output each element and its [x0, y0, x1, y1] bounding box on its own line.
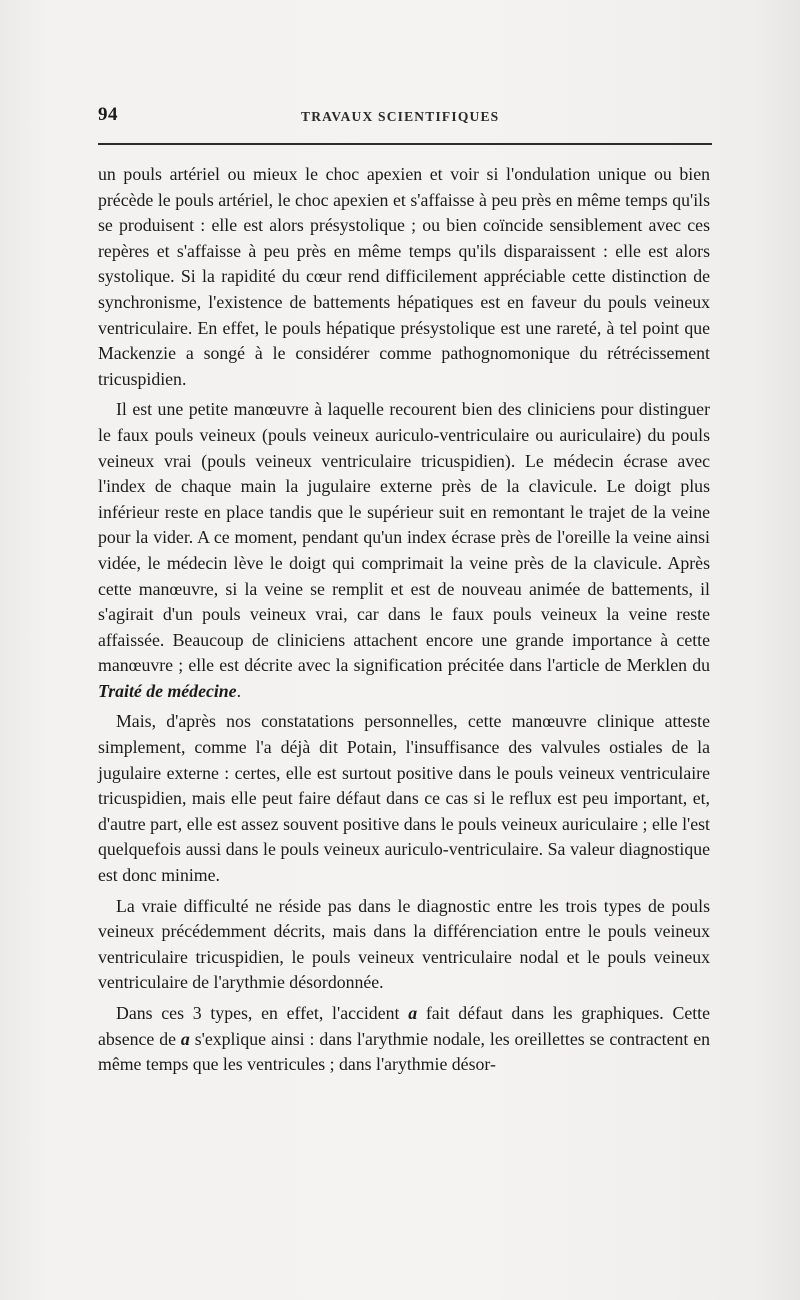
paragraph-5-text-c: s'explique ainsi : dans l'arythmie nodale, les oreillettes se contractent en même temps que les ventricules ; dans l'arythmie désor- — [98, 1028, 710, 1075]
paragraph-2-text: Il est une petite manœuvre à laquelle recourent bien des cliniciens pour distinguer le faux pouls veineux (pouls veineux auriculo-ventriculaire ou auriculaire) du pouls veineux vrai (pouls veineux ventriculaire tricuspidien). Le médecin écrase avec l'index de chaque main la jugulaire externe près de la clavicule. Le doigt plus inférieur reste en place tandis que le supérieur suit en remontant le trajet de la veine pour la vider. A ce moment, pendant qu'un index écrase près de l'oreille la veine ainsi vidée, le médecin lève le doigt qui comprimait la veine près de la clavicule. Après cette manœuvre, si la veine se remplit et est de nouveau animée de battements, il s'agirait d'un pouls veineux vrai, car dans le faux pouls veineux la veine reste affaissée. Beaucoup de cliniciens attachent encore une grande importance à cette manœuvre ; elle est décrite avec la signification précitée dans l'article de Merklen du — [98, 399, 710, 676]
paragraph-5-text-a: Dans ces 3 types, en effet, l'accident — [116, 1003, 400, 1023]
running-title: TRAVAUX SCIENTIFIQUES — [301, 109, 500, 124]
paragraph-2 — [98, 397, 710, 704]
header-rule — [98, 143, 712, 145]
paragraph-3: Mais, d'après nos constatations personnelles, cette manœuvre clinique atteste simplement, comme l'a déjà dit Potain, l'insuffisance des valvules ostiales de la jugulaire externe : certes, elle est surtout positive dans le pouls veineux ventriculaire tricuspidien, mais elle peut faire défaut dans ce cas si le reflux est peu important, et, d'autre part, elle est assez souvent positive dans le pouls veineux auriculaire ; elle l'est quelquefois aussi dans le pouls veineux auriculo-ventriculaire. Sa valeur diagnostique est donc minime. — [98, 711, 710, 886]
wave-a-symbol: a — [180, 1028, 190, 1049]
body-text — [98, 162, 710, 1083]
paragraph-5 — [98, 1001, 710, 1078]
page-header — [98, 104, 710, 130]
paragraph-1: un pouls artériel ou mieux le choc apexien et voir si l'ondulation unique ou bien précède le pouls artériel, le choc apexien et s'affaisse à peu près en même temps qu'ils se produisent : elle est alors présystolique ; ou bien coïncide sensiblement avec ces repères et s'affaisse à peu près en même temps qu'ils disparaissent : elle est alors systolique. Si la rapidité du cœur rend difficilement appréciable cette distinction de synchronisme, l'existence de battements hépatiques est en faveur du pouls veineux ventriculaire. En effet, le pouls hépatique présystolique est une rareté, à tel point que Mackenzie a songé à le considérer comme pathognomonique du rétrécissement tricuspidien. — [98, 164, 710, 389]
paragraph-2-end: . — [236, 680, 242, 701]
paragraph-5-text-b: fait défaut dans les graphiques. Cette absence de — [98, 1003, 711, 1049]
page-number: 94 — [98, 104, 118, 125]
book-title-italic: Traité de médecine — [98, 680, 237, 701]
paragraph-4: La vraie difficulté ne réside pas dans le diagnostic entre les trois types de pouls veineux précédemment décrits, mais dans la différenciation entre le pouls veineux ventriculaire tricuspidien, le pouls veineux ventriculaire nodal et le pouls veineux ventriculaire de l'arythmie désordonnée. — [98, 895, 710, 993]
wave-a-symbol: a — [408, 1003, 418, 1023]
